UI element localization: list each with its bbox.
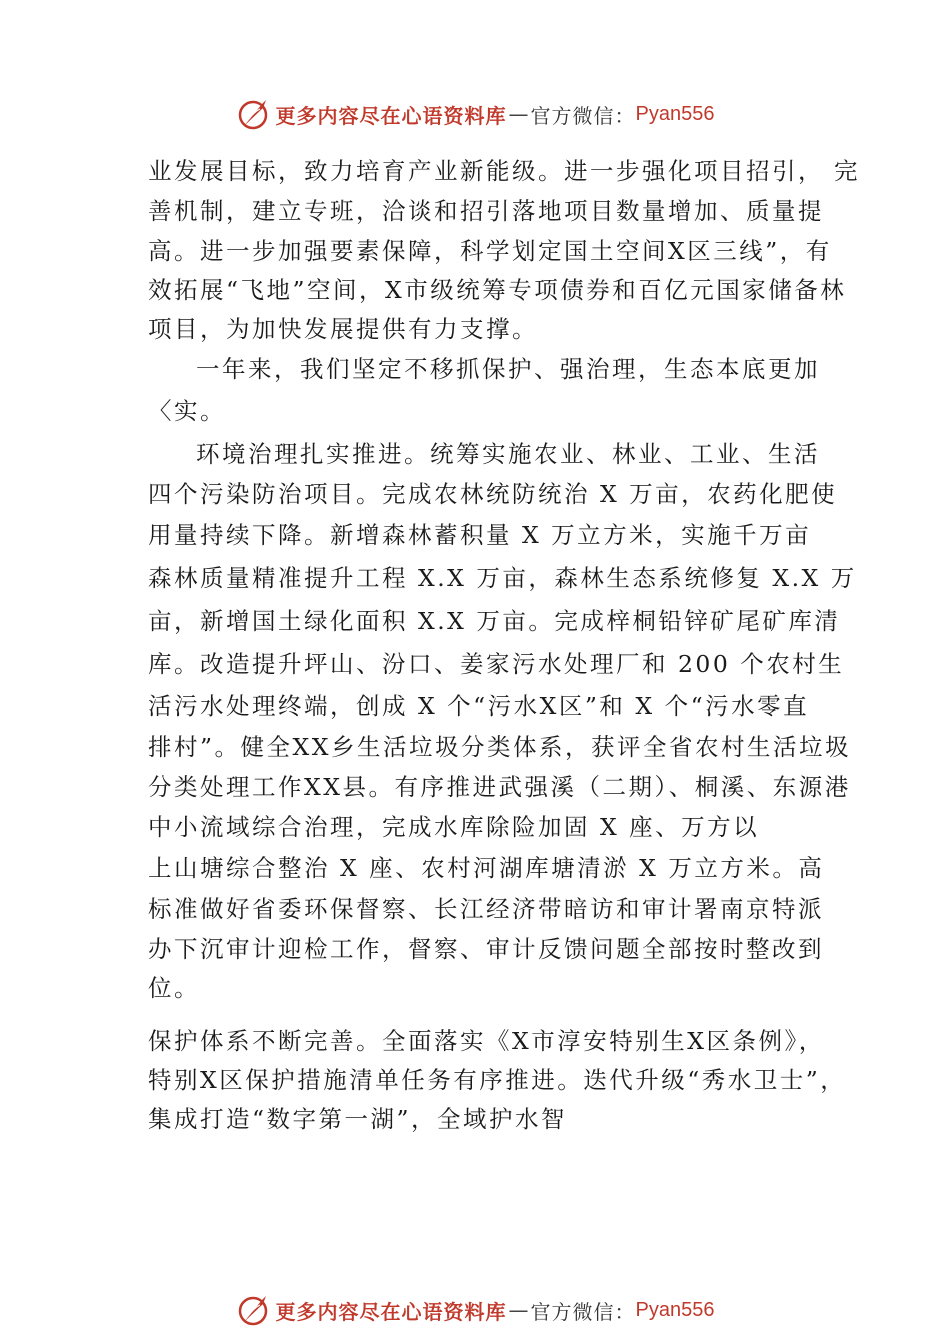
body-line: 业发展目标，致力培育产业新能级。进一步强化项目招引， 完 [148,157,860,185]
body-line: 集成打造“数字第一湖”，全域护水智 [148,1105,568,1133]
body-line: 善机制，建立专班，洽谈和招引落地项目数量增加、质量提 [148,197,824,225]
body-line: 高。进一步加强要素保障，科学划定国土空间X区三线”，有 [148,237,832,265]
body-line: 中小流域综合治理，完成水库除险加固 X 座、万方以 [148,813,760,841]
body-line: 排村”。健全XX乡生活垃圾分类体系，获评全省农村生活垃圾 [148,733,851,761]
body-line: 用量持续下降。新增森林蓄积量 X 万立方米，实施千万亩 [148,521,812,549]
body-line: 〈实。 [148,397,226,425]
watermark-header [0,94,950,134]
watermark-footer [0,1290,950,1330]
body-line: 位。 [148,974,200,1002]
body-line: 保护体系不断完善。全面落实《X市淳安特别生X区条例》， [148,1027,825,1055]
watermark-wechat-id: Pyan556 [635,102,715,125]
body-line: 亩，新增国土绿化面积 X.X 万亩。完成梓桐铅锌矿尾矿库清 [148,607,841,635]
body-line: 环境治理扎实推进。统筹实施农业、林业、工业、生活 [196,440,820,468]
body-line: 上山塘综合整治 X 座、农村河湖库塘清淤 X 万立方米。高 [148,854,825,882]
body-line: 活污水处理终端，创成 X 个“污水X区”和 X 个“污水零直 [148,692,810,720]
watermark-separator: — [508,1298,529,1322]
body-line: 森林质量精准提升工程 X.X 万亩，森林生态系统修复 X.X 万 [148,564,857,592]
watermark-wechat-label: 官方微信： [530,1299,636,1324]
body-line: 分类处理工作XX县。有序推进武强溪（二期）、桐溪、东源港 [148,773,851,801]
watermark-brand: 更多内容尽在心语资料库 [275,103,507,128]
body-line: 项目，为加快发展提供有力支撑。 [148,315,538,343]
body-line: 办下沉审计迎检工作，督察、审计反馈问题全部按时整改到 [148,935,824,963]
quill-pen-logo-icon [236,96,272,132]
body-line: 库。改造提升坪山、汾口、姜家污水处理厂和 200 个农村生 [148,650,845,678]
watermark-brand: 更多内容尽在心语资料库 [275,1299,507,1324]
body-line: 特别X区保护措施清单任务有序推进。迭代升级“秀水卫士”， [148,1066,847,1094]
watermark-separator: — [508,102,529,126]
body-line: 四个污染防治项目。完成农林统防统治 X 万亩，农药化肥使 [148,480,838,508]
watermark-wechat-label: 官方微信： [530,103,636,128]
body-line: 标准做好省委环保督察、长江经济带暗访和审计署南京特派 [148,895,824,923]
watermark-wechat-id: Pyan556 [635,1298,715,1321]
quill-pen-logo-icon [236,1292,272,1328]
body-line: 一年来，我们坚定不移抓保护、强治理，生态本底更加 [196,355,820,383]
body-line: 效拓展“飞地”空间，X市级统筹专项债券和百亿元国家储备林 [148,276,847,304]
